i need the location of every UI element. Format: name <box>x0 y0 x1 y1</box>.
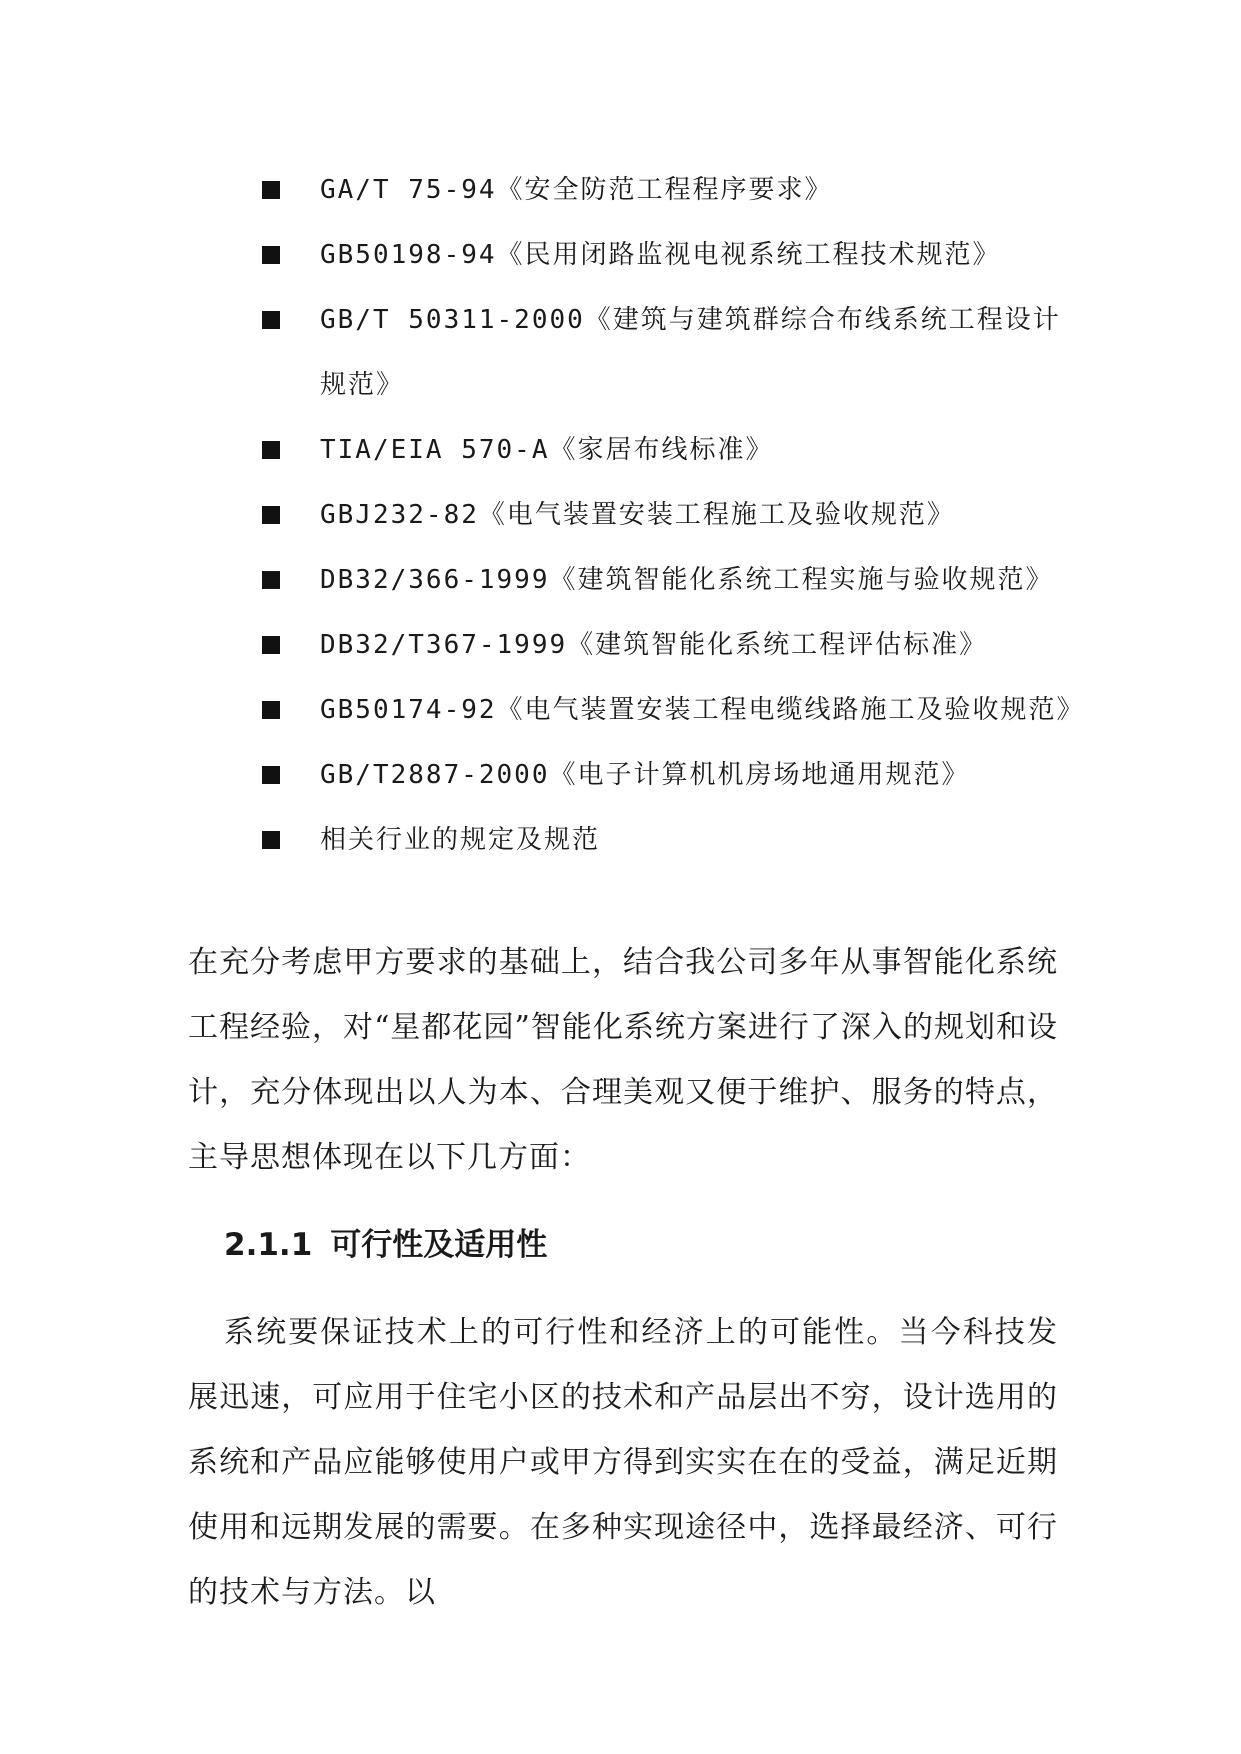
standard-text: GB/T2887-2000《电子计算机机房场地通用规范》 <box>320 760 970 790</box>
square-bullet-icon <box>262 506 280 524</box>
list-item <box>262 678 1085 743</box>
list-item <box>262 288 1082 418</box>
square-bullet-icon <box>262 636 280 654</box>
list-item <box>262 743 1082 808</box>
standard-text: GB50198-94《民用闭路监视电视系统工程技术规范》 <box>320 240 1001 270</box>
list-item <box>262 483 1082 548</box>
standard-text: GBJ232-82《电气装置安装工程施工及验收规范》 <box>320 500 955 530</box>
standard-text: GA/T 75-94《安全防范工程程序要求》 <box>320 175 833 205</box>
square-bullet-icon <box>262 181 280 199</box>
standards-list <box>262 158 1085 873</box>
list-item <box>262 418 1082 483</box>
standard-text: TIA/EIA 570-A《家居布线标准》 <box>320 435 774 465</box>
list-item <box>262 223 1082 288</box>
square-bullet-icon <box>262 701 280 719</box>
section-heading <box>224 1220 547 1270</box>
section-number: 2.1.1 <box>224 1227 313 1263</box>
square-bullet-icon <box>262 831 280 849</box>
list-item <box>262 613 1082 678</box>
standard-text: DB32/T367-1999《建筑智能化系统工程评估标准》 <box>320 630 988 660</box>
standard-text: 相关行业的规定及规范 <box>320 825 601 855</box>
list-item <box>262 808 1082 873</box>
list-item <box>262 158 1082 223</box>
standard-text: DB32/366-1999《建筑智能化系统工程实施与验收规范》 <box>320 565 1054 595</box>
section-paragraph: 系统要保证技术上的可行性和经济上的可能性。当今科技发展迅速，可应用于住宅小区的技术和产品层出不穷，设计选用的系统和产品应能够使用户或甲方得到实实在在的受益，满足近期使用和远期发展的需要。在多种实现途径中，选择最经济、可行的技术与方法。以 <box>188 1315 1058 1610</box>
section-title: 可行性及适用性 <box>330 1227 548 1263</box>
square-bullet-icon <box>262 311 280 329</box>
square-bullet-icon <box>262 246 280 264</box>
intro-paragraph: 在充分考虑甲方要求的基础上，结合我公司多年从事智能化系统工程经验，对“星都花园”智能化系统方案进行了深入的规划和设计，充分体现出以人为本、合理美观又便于维护、服务的特点，主导思想体现在以下几方面： <box>188 945 1058 1175</box>
square-bullet-icon <box>262 766 280 784</box>
standard-text: GB/T 50311-2000《建筑与建筑群综合布线系统工程设计规范》 <box>320 305 1061 400</box>
standard-text: GB50174-92《电气装置安装工程电缆线路施工及验收规范》 <box>320 695 1085 725</box>
square-bullet-icon <box>262 441 280 459</box>
list-item <box>262 548 1082 613</box>
square-bullet-icon <box>262 571 280 589</box>
